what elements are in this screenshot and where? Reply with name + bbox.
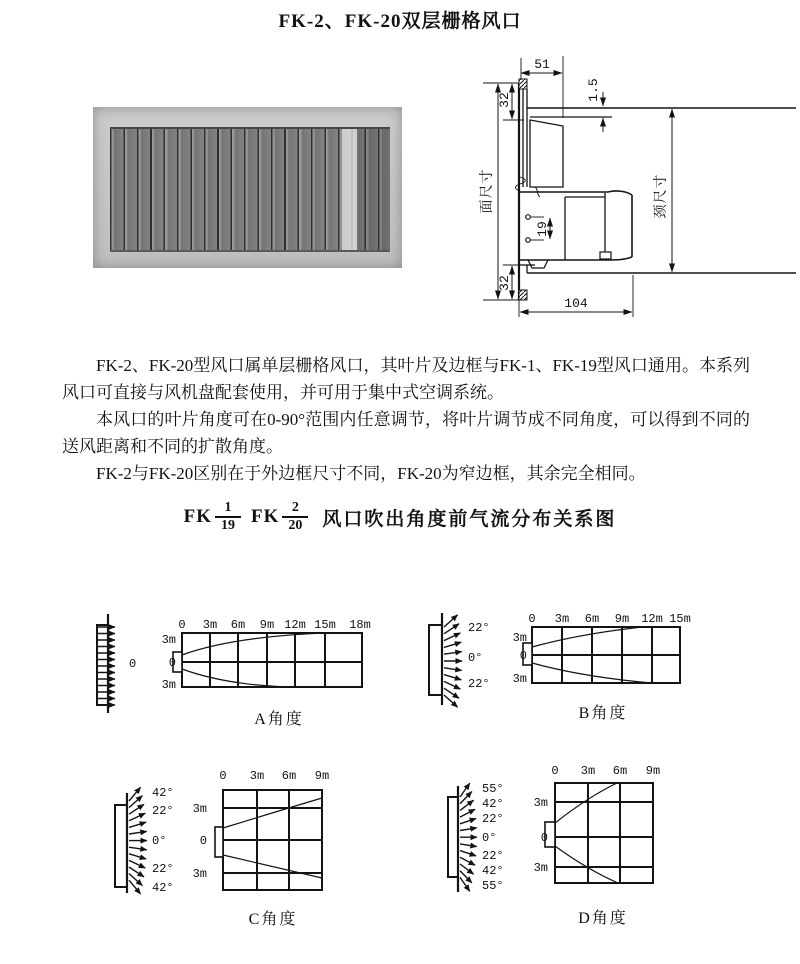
dim-neck-size [652,109,672,272]
x-tick: 9m [614,612,630,626]
louver-blade [530,120,563,187]
vent-schematic-b [429,613,490,707]
angle-label: 55° [482,879,504,893]
x-tick: 3m [249,769,265,783]
x-tick: 9m [314,769,330,783]
y-tick: 3m [161,633,176,647]
paragraph-2: 本风口的叶片角度可在0-90°范围内任意调节，将叶片调节成不同角度，可以得到不同的送风距离和不同的扩散角度。 [62,410,750,456]
model-prefix-1: FK [183,506,212,528]
vent-schematic-c [115,786,174,895]
y-tick: 0 [540,831,548,845]
upper-envelope [223,798,322,828]
pivot-hole-top [526,215,531,220]
angle-label: 42° [152,881,174,895]
x-tick: 3m [554,612,570,626]
flange-hatch-bottom [519,290,527,300]
y-tick: 3m [192,867,207,881]
vent-schematic-d [448,782,504,893]
flange-hatch-top [519,79,527,89]
ticks-d [534,764,661,875]
x-tick: 6m [612,764,628,778]
y-tick: 3m [533,796,548,810]
angle-label: 0° [468,651,483,665]
paragraph-3: FK-2与FK-20区别在于外边框尺寸不同，FK-20为窄边框，其余完全相同。 [96,464,646,483]
x-tick: 0 [551,764,559,778]
fraction-1-denominator: 19 [215,516,241,534]
y-tick: 3m [192,802,207,816]
outlet-symbol [215,827,223,857]
model-fraction-1 [215,500,241,534]
section-outline [483,79,796,300]
lower-envelope [555,846,618,883]
airflow-chart-a [85,600,385,722]
grid-b [523,627,680,683]
dim-104-label: 104 [564,296,588,311]
fraction-2-numerator: 2 [291,500,299,515]
angle-label: 0 [129,657,137,671]
y-tick: 3m [533,861,548,875]
page-title: FK-2、FK-20双层栅格风口 [278,11,522,32]
dim-face-size [478,84,498,299]
y-tick: 3m [161,678,176,692]
angle-label: 42° [482,864,504,878]
caption-chart-a: A角度 [254,711,304,728]
fraction-2-denominator: 20 [282,516,308,534]
angle-label: 55° [482,782,504,796]
section-title [0,500,800,534]
y-tick: 0 [519,649,527,663]
angle-label: 42° [152,786,174,800]
x-tick: 0 [219,769,227,783]
paragraph-1: FK-2、FK-20型风口属单层栅格风口，其叶片及边框与FK-1、FK-19型风口通用。本系列风口可直接与风机盘配套使用，并可用于集中式空调系统。 [62,356,750,402]
x-tick: 3m [580,764,596,778]
damper-notch [600,252,611,259]
dim-104 [519,275,633,317]
x-tick: 12m [641,612,663,626]
angle-label: 22° [152,862,174,876]
angle-label: 0° [152,834,167,848]
y-tick: 3m [512,631,527,645]
dim-1-5-label: 1.5 [586,78,601,102]
description-text [62,352,750,487]
pivot-hole-bottom [526,238,531,243]
caption-chart-d: D角度 [578,910,628,927]
airflow-chart-b [420,595,700,722]
grid-a [173,633,362,687]
angle-label: 0° [482,831,497,845]
y-tick: 0 [199,834,207,848]
angle-label: 22° [482,849,504,863]
grille-shadow [358,129,390,250]
section-title-text: 风口吹出角度前气流分布关系图 [322,508,617,530]
caption-chart-c: C角度 [248,911,298,928]
x-tick: 18m [349,618,371,632]
dim-32-bottom [497,265,535,299]
y-tick: 0 [168,656,176,670]
x-tick: 12m [284,618,306,632]
angle-label: 22° [468,677,490,691]
model-fraction-2 [282,500,308,534]
x-tick: 6m [230,618,246,632]
vent-schematic-a [97,614,136,713]
x-tick: 9m [645,764,661,778]
grid-c [215,790,322,890]
caption-chart-b: B角度 [578,705,628,722]
grid-d [545,783,653,883]
ticks-b [513,612,691,686]
x-tick: 0 [178,618,186,632]
airflow-chart-d [440,760,675,905]
cross-section-drawing [440,48,800,328]
dim-19 [535,218,550,239]
x-tick: 3m [202,618,218,632]
dim-32-bottom-label: 32 [497,275,512,291]
airflow-chart-c [95,760,345,905]
dim-32-top-label: 32 [497,92,512,108]
angle-label: 22° [152,804,174,818]
dim-1-5 [586,78,603,132]
x-tick: 15m [314,618,336,632]
x-tick: 15m [669,612,691,626]
x-tick: 0 [528,612,536,626]
dim-19-label: 19 [535,221,550,237]
x-tick: 6m [281,769,297,783]
angle-label: 42° [482,797,504,811]
x-tick: 6m [584,612,600,626]
face-size-label: 面尺寸 [480,168,495,214]
grille-photo [93,107,402,268]
grille-slats [110,127,390,252]
lower-envelope [223,855,322,878]
angle-label: 22° [482,812,504,826]
neck-size-label: 颈尺寸 [654,173,669,219]
grille-light-streak [342,129,357,250]
angle-label: 22° [468,621,490,635]
fraction-1-numerator: 1 [224,500,232,515]
model-prefix-2: FK [250,506,280,528]
upper-envelope [532,627,643,647]
x-tick: 9m [259,618,275,632]
y-tick: 3m [512,672,527,686]
dim-51-label: 51 [534,57,550,72]
